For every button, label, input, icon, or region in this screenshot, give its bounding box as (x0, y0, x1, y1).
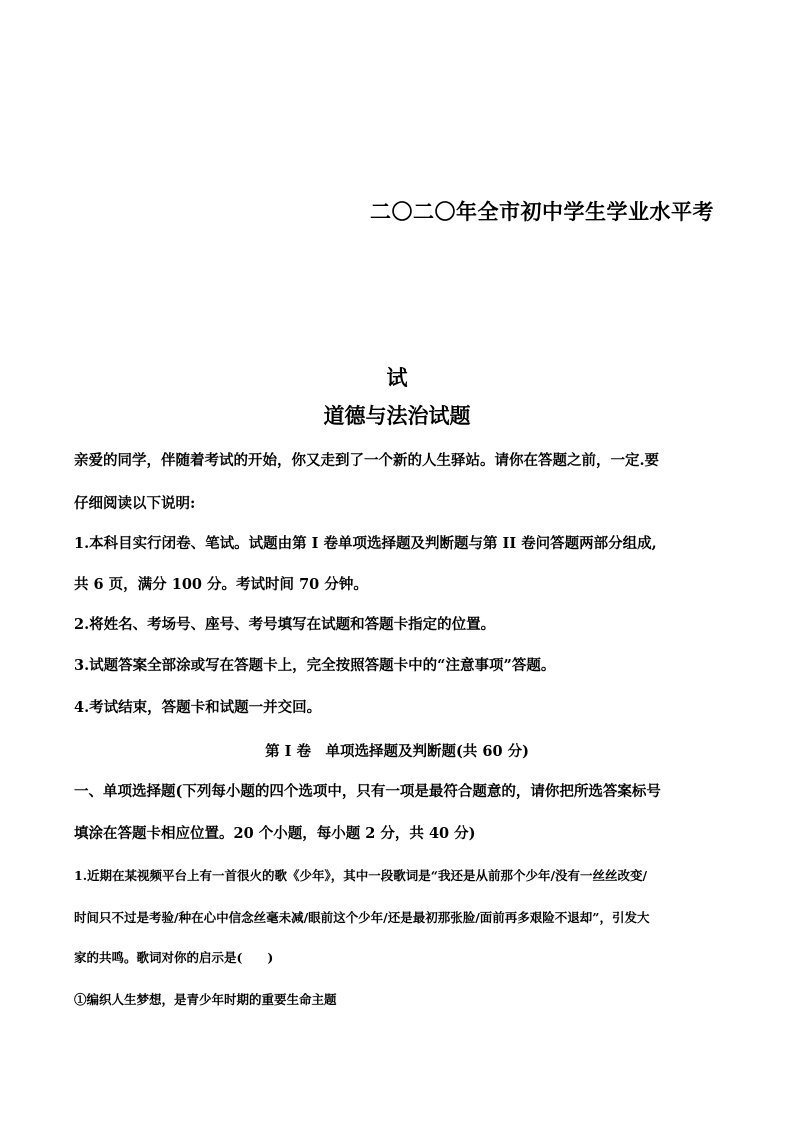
section-heading: 第 I 卷 单项选择题及判断题(共 60 分) (265, 743, 529, 760)
instruction-2: 2.将姓名、考场号、座号、考号填写在试题和答题卡指定的位置。 (74, 616, 496, 633)
instruction-4: 4.考试结束，答题卡和试题一并交回。 (74, 699, 322, 716)
part-1-directions-line-2: 填涂在答题卡相应位置。20 个小题，每小题 2 分，共 40 分) (74, 825, 476, 842)
intro-line-1: 亲爱的同学，伴随着考试的开始，你又走到了一个新的人生驿站。请你在答题之前，一定.要 (74, 452, 660, 469)
question-1-line-1: 1.近期在某视频平台上有一首很火的歌《少年》，其中一段歌词是“我还是从前那个少年/没有一丝丝改变/ (74, 868, 648, 883)
intro-line-2: 仔细阅读以下说明: (74, 495, 196, 512)
subject-title: 道德与法治试题 (323, 403, 471, 428)
question-1-option-1: ①编织人生梦想，是青少年时期的重要生命主题 (74, 992, 337, 1007)
question-1-line-2: 时间只不过是考验/种在心中信念丝毫未减/眼前这个少年/还是最初那张脸/面前再多艰险不退却”，引发大 (74, 910, 650, 925)
instruction-1-line-2: 共 6 页，满分 100 分。考试时间 70 分钟。 (74, 576, 368, 593)
exam-title: 二〇二〇年全市初中学生学业水平考 (370, 199, 714, 224)
part-1-directions-line-1: 一、单项选择题(下列每小题的四个选项中，只有一项是最符合题意的，请你把所选答案标号 (74, 783, 661, 800)
instruction-1-line-1: 1.本科目实行闭卷、笔试。试题由第 I 卷单项选择题及判断题与第 II 卷问答题两部分组成, (74, 535, 657, 552)
question-1-line-3: 家的共鸣。歌词对你的启示是( ) (74, 950, 274, 965)
exam-title-continuation: 试 (386, 365, 408, 390)
instruction-3: 3.试题答案全部涂或写在答题卡上，完全按照答题卡中的“注意事项”答题。 (74, 657, 556, 674)
